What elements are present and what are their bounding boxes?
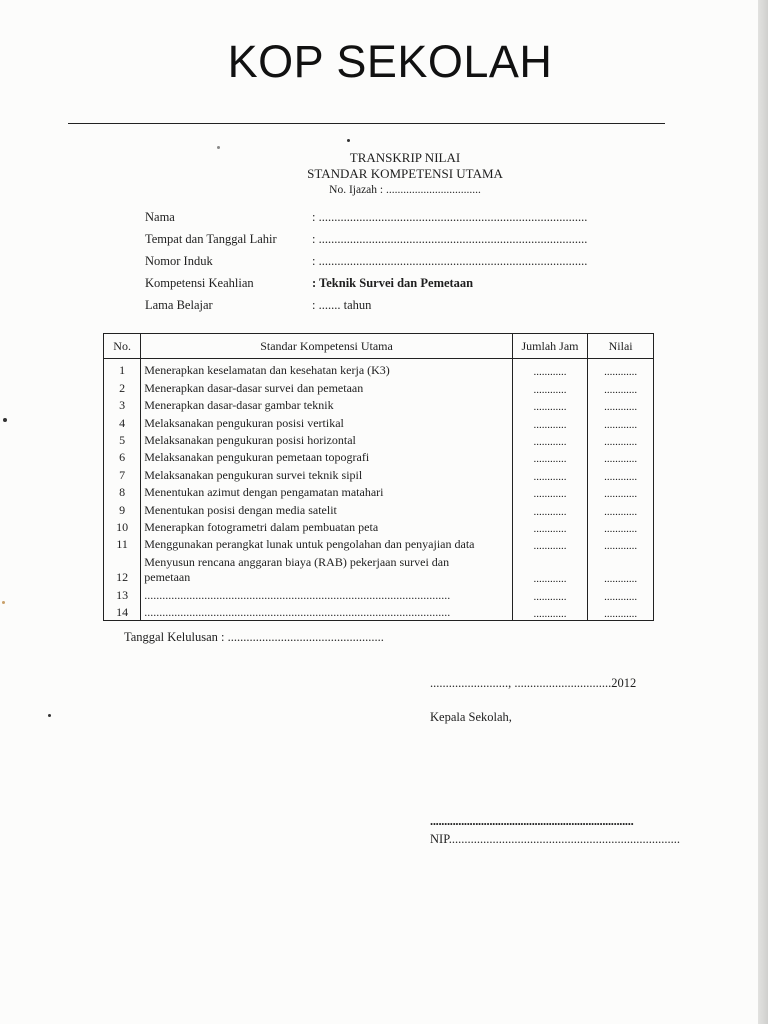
row-grade: ............	[588, 585, 654, 602]
birth-field: : ......................................................................................	[312, 232, 588, 246]
scan-edge	[758, 0, 768, 1024]
row-grade: ............	[588, 378, 654, 395]
document-subtitle: STANDAR KOMPETENSI UTAMA	[307, 166, 503, 181]
row-skill: Menerapkan dasar-dasar survei dan pemetaan	[141, 378, 513, 395]
row-hours: ............	[512, 396, 587, 413]
row-no: 8	[104, 483, 141, 500]
header-hours: Jumlah Jam	[512, 334, 587, 359]
name-label: Nama	[145, 210, 175, 224]
row-no: 14	[104, 603, 141, 621]
table-row	[104, 465, 654, 482]
row-grade: ............	[588, 603, 654, 621]
row-no: 12	[104, 552, 141, 585]
row-no: 11	[104, 535, 141, 552]
row-hours: ............	[512, 413, 587, 430]
study-length-field: : ....... tahun	[312, 298, 372, 312]
study-length-label: Lama Belajar	[145, 298, 213, 312]
row-skill-line: Menyusun rencana anggaran biaya (RAB) pekerjaan survei dan	[144, 555, 450, 570]
row-skill: Menerapkan keselamatan dan kesehatan kerja (K3)	[141, 359, 513, 379]
scan-speck	[217, 146, 220, 149]
row-hours: ............	[512, 359, 587, 379]
competency-label: Kompetensi Keahlian	[145, 276, 254, 290]
row-no: 7	[104, 465, 141, 482]
row-hours: ............	[512, 483, 587, 500]
row-skill: Melaksanakan pengukuran posisi horizontal	[141, 431, 513, 448]
document-title: TRANSKRIP NILAI	[349, 150, 461, 165]
letterhead-divider	[68, 123, 665, 124]
table-row	[104, 535, 654, 552]
row-no: 2	[104, 378, 141, 395]
table-row	[104, 483, 654, 500]
row-grade: ............	[588, 431, 654, 448]
row-skill: Menerapkan fotogrametri dalam pembuatan peta	[141, 518, 513, 535]
row-hours: ............	[512, 552, 587, 585]
row-skill: Menerapkan dasar-dasar gambar teknik	[141, 396, 513, 413]
row-no: 4	[104, 413, 141, 430]
row-grade: ............	[588, 483, 654, 500]
table-row	[104, 585, 654, 602]
table-row	[104, 500, 654, 517]
table-row	[104, 603, 654, 621]
birth-label: Tempat dan Tanggal Lahir	[145, 232, 277, 246]
table-header-row	[104, 334, 654, 359]
row-skill: Melaksanakan pengukuran survei teknik sipil	[141, 465, 513, 482]
table-row	[104, 359, 654, 379]
table-row	[104, 396, 654, 413]
header-grade: Nilai	[588, 334, 654, 359]
row-hours: ............	[512, 448, 587, 465]
table-row	[104, 431, 654, 448]
row-hours: ............	[512, 378, 587, 395]
row-skill: Menentukan posisi dengan media satelit	[141, 500, 513, 517]
row-skill: ......................................................................................................	[141, 585, 513, 602]
table-row	[104, 448, 654, 465]
scan-speck	[347, 139, 350, 142]
row-hours: ............	[512, 518, 587, 535]
scan-speck	[2, 601, 5, 604]
row-grade: ............	[588, 552, 654, 585]
signature-role: Kepala Sekolah,	[430, 710, 512, 724]
row-hours: ............	[512, 431, 587, 448]
row-grade: ............	[588, 448, 654, 465]
table-row	[104, 518, 654, 535]
row-grade: ............	[588, 518, 654, 535]
row-skill: Melaksanakan pengukuran posisi vertikal	[141, 413, 513, 430]
row-no: 1	[104, 359, 141, 379]
student-number-field: : ......................................................................................	[312, 254, 588, 268]
row-skill: Menggunakan perangkat lunak untuk pengolahan dan penyajian data	[141, 535, 513, 552]
header-skill: Standar Kompetensi Utama	[141, 334, 513, 359]
row-skill-line: pemetaan	[144, 570, 191, 585]
signature-place-date: ........................., ...............................2012	[430, 676, 637, 690]
student-number-label: Nomor Induk	[145, 254, 213, 268]
ijazah-number: No. Ijazah : .................................	[329, 184, 481, 196]
scan-speck	[3, 418, 7, 422]
letterhead-title: KOP SEKOLAH	[227, 36, 553, 87]
row-hours: ............	[512, 535, 587, 552]
row-hours: ............	[512, 603, 587, 621]
scan-speck	[48, 714, 51, 717]
signature-name-line: ........................................................................	[430, 814, 634, 828]
row-hours: ............	[512, 585, 587, 602]
name-field: : ......................................................................................	[312, 210, 588, 224]
row-grade: ............	[588, 413, 654, 430]
row-no: 9	[104, 500, 141, 517]
row-no: 13	[104, 585, 141, 602]
row-grade: ............	[588, 535, 654, 552]
row-no: 6	[104, 448, 141, 465]
grades-table	[103, 333, 654, 621]
header-no: No.	[104, 334, 141, 359]
row-grade: ............	[588, 500, 654, 517]
row-no: 3	[104, 396, 141, 413]
table-row	[104, 378, 654, 395]
table-row	[104, 552, 654, 585]
row-skill: ......................................................................................................	[141, 603, 513, 621]
signature-nip: NIP..........................................................................	[430, 832, 681, 846]
competency-field: : Teknik Survei dan Pemetaan	[312, 276, 474, 290]
row-hours: ............	[512, 500, 587, 517]
row-no: 10	[104, 518, 141, 535]
row-skill	[141, 552, 513, 585]
row-grade: ............	[588, 359, 654, 379]
row-hours: ............	[512, 465, 587, 482]
row-skill: Menentukan azimut dengan pengamatan matahari	[141, 483, 513, 500]
row-no: 5	[104, 431, 141, 448]
row-grade: ............	[588, 396, 654, 413]
row-skill: Melaksanakan pengukuran pemetaan topografi	[141, 448, 513, 465]
row-grade: ............	[588, 465, 654, 482]
graduation-date: Tanggal Kelulusan : ..................................................	[124, 630, 384, 644]
table-row	[104, 413, 654, 430]
